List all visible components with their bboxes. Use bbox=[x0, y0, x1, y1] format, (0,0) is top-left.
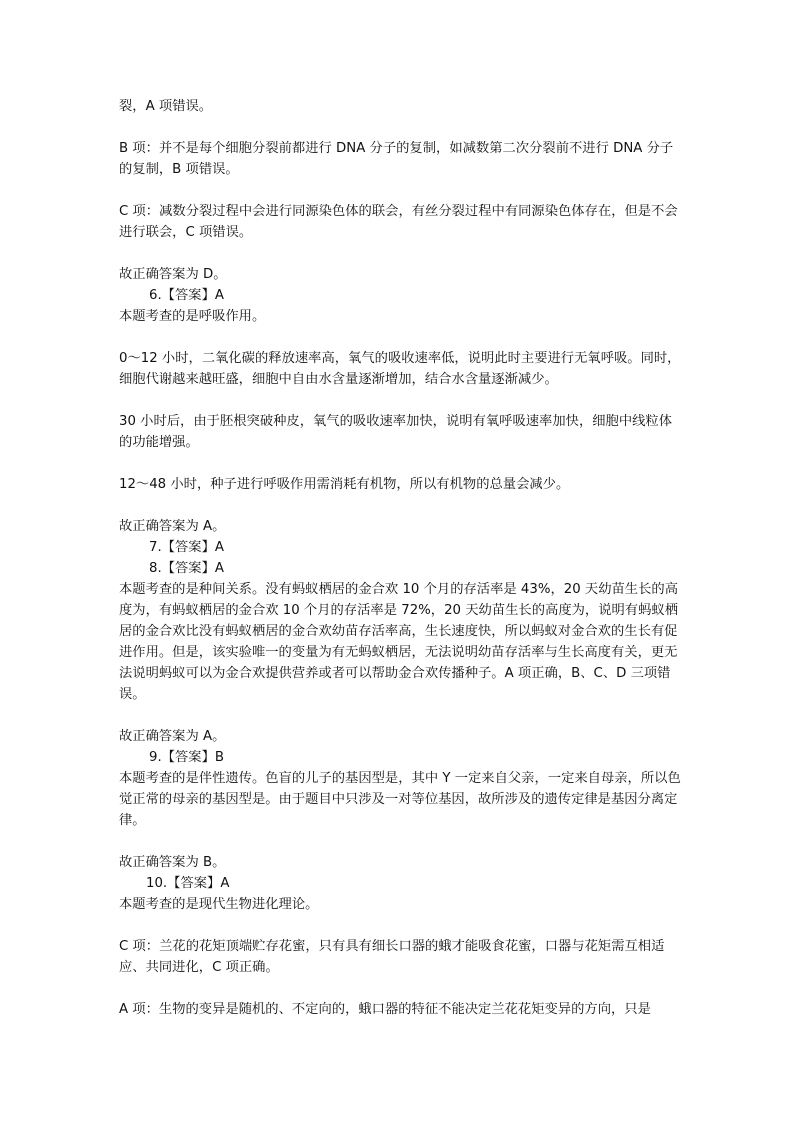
paragraph: C 项：减数分裂过程中会进行同源染色体的联会，有丝分裂过程中有同源染色体存在，但是不会进行联会，C 项错误。 bbox=[119, 204, 678, 240]
paragraph: A 项：生物的变异是随机的、不定向的，蛾口器的特征不能决定兰花花矩变异的方向，只是 bbox=[119, 1002, 651, 1017]
answer-heading: 9.【答案】B bbox=[149, 750, 224, 765]
paragraph-spacer bbox=[119, 831, 681, 852]
paragraph: 本题考查的是呼吸作用。 bbox=[119, 309, 266, 324]
answer-heading: 10.【答案】A bbox=[146, 876, 230, 891]
paragraph: 本题考查的是种间关系。没有蚂蚁栖居的金合欢 10 个月的存活率是 43%，20 天幼苗生长的高度为，有蚂蚁栖居的金合欢 10 个月的存活率是 72%，20 天幼苗生长的高度为，说明有蚂蚁栖居的金合欢比没有蚂蚁栖居的金合欢幼苗存活率高，生长速度快，所以蚂蚁对金合欢的生长有促进作用。但是，该实验唯一的变量为有无蚂蚁栖居，无法说明幼苗存活率与生长高度有关，更无法说明蚂蚁可以为金合欢提供营养或者可以帮助金合欢传播种子。A 项正确，B、C、D 三项错误。 bbox=[119, 582, 678, 702]
paragraph: 故正确答案为 D。 bbox=[119, 267, 227, 282]
paragraph: 故正确答案为 B。 bbox=[119, 855, 226, 870]
paragraph-spacer bbox=[119, 978, 681, 999]
answer-heading: 7.【答案】A bbox=[149, 540, 224, 555]
paragraph: 0～12 小时，二氧化碳的释放速率高，氧气的吸收速率低，说明此时主要进行无氧呼吸。同时，细胞代谢越来越旺盛，细胞中自由水含量逐渐增加，结合水含量逐渐减少。 bbox=[119, 351, 681, 387]
paragraph-spacer bbox=[119, 117, 681, 138]
paragraph: 本题考查的是现代生物进化理论。 bbox=[119, 897, 319, 912]
answer-heading: 6.【答案】A bbox=[149, 288, 224, 303]
paragraph: 本题考查的是伴性遗传。色盲的儿子的基因型是，其中 Y 一定来自父亲，一定来自母亲，所以色觉正常的母亲的基因型是。由于题目中只涉及一对等位基因，故所涉及的遗传定律是基因分离定律。 bbox=[119, 771, 681, 828]
paragraph-spacer bbox=[119, 705, 681, 726]
document-body bbox=[119, 96, 681, 1020]
paragraph-spacer bbox=[119, 453, 681, 474]
paragraph: 故正确答案为 A。 bbox=[119, 519, 226, 534]
paragraph: C 项：兰花的花矩顶端贮存花蜜，只有具有细长口器的蛾才能吸食花蜜，口器与花矩需互相适应、共同进化，C 项正确。 bbox=[119, 939, 665, 975]
paragraph: 故正确答案为 A。 bbox=[119, 729, 226, 744]
paragraph-spacer bbox=[119, 327, 681, 348]
paragraph-spacer bbox=[119, 915, 681, 936]
answer-heading: 8.【答案】A bbox=[149, 561, 224, 576]
paragraph-spacer bbox=[119, 180, 681, 201]
paragraph: 30 小时后，由于胚根突破种皮，氧气的吸收速率加快，说明有氧呼吸速率加快，细胞中线粒体的功能增强。 bbox=[119, 414, 673, 450]
paragraph: B 项：并不是每个细胞分裂前都进行 DNA 分子的复制，如减数第二次分裂前不进行 DNA 分子的复制，B 项错误。 bbox=[119, 141, 674, 177]
paragraph: 12～48 小时，种子进行呼吸作用需消耗有机物，所以有机物的总量会减少。 bbox=[119, 477, 570, 492]
paragraph-spacer bbox=[119, 390, 681, 411]
paragraph: 裂，A 项错误。 bbox=[119, 99, 213, 114]
paragraph-spacer bbox=[119, 495, 681, 516]
paragraph-spacer bbox=[119, 243, 681, 264]
